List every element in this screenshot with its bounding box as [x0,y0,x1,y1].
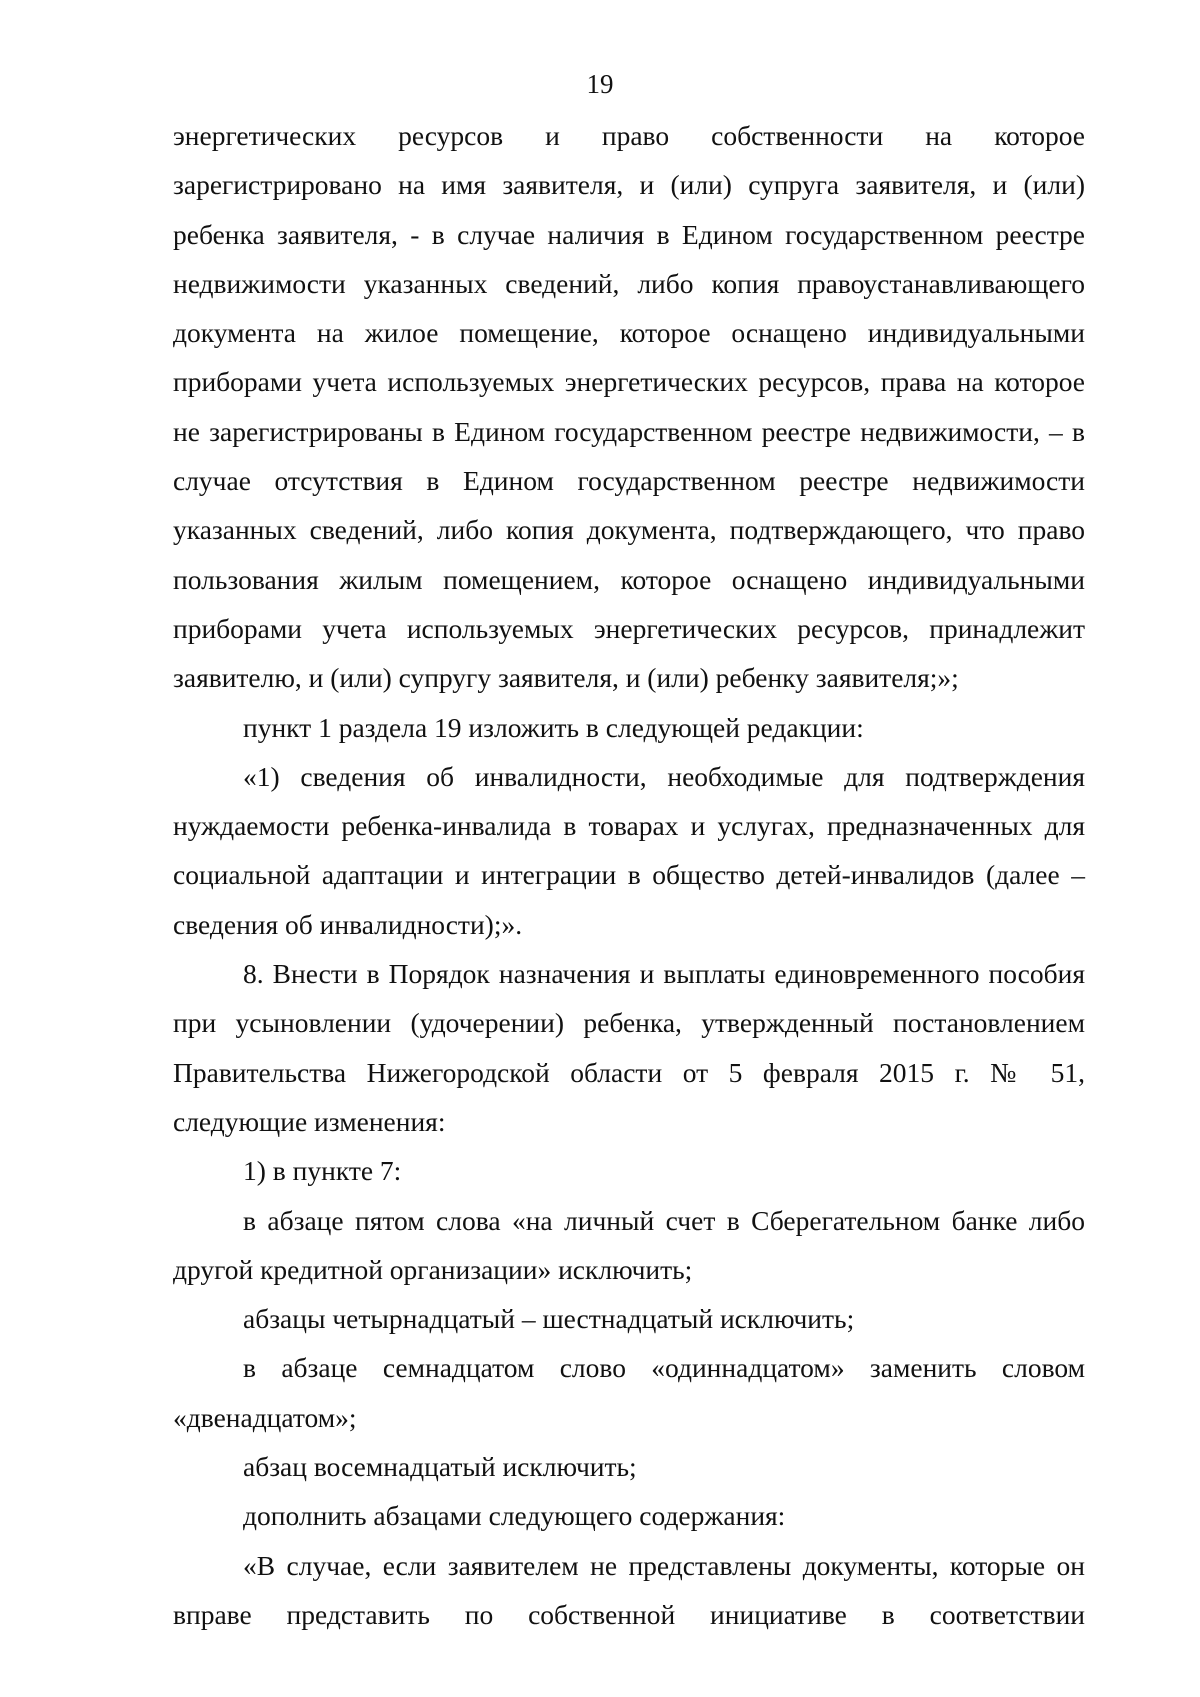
paragraph-continuation: энергетических ресурсов и право собственности на которое зарегистрировано на имя заявителя, и (или) супруга заявителя, и (или) ребенка заявителя, - в случае наличия в Едином государственном реестре недвижимости указанных сведений, либо копия правоустанавливающего документа на жилое помещение, которое оснащено индивидуальными приборами учета используемых энергетических ресурсов, права на которое не зарегистрированы в Едином государственном реестре недвижимости, – в случае отсутствия в Едином государственном реестре недвижимости указанных сведений, либо копия документа, подтверждающего, что право пользования жилым помещением, которое оснащено индивидуальными приборами учета используемых энергетических ресурсов, принадлежит заявителю, и (или) супругу заявителя, и (или) ребенку заявителя;»; [173,120,1085,694]
paragraph-item-8: 8. Внести в Порядок назначения и выплаты единовременного пособия при усыновлении (удочерении) ребенка, утвержденный постановлением Правительства Нижегородской области от 5 февраля 2015 г. № 51, следующие изменения: [173,958,1085,1137]
paragraph-quote-start: «В случае, если заявителем не представлены документы, которые он вправе представить по собственной инициативе в соответствии [173,1549,1085,1630]
paragraph-point-7: 1) в пункте 7: [243,1155,402,1187]
paragraph-eighteenth: абзац восемнадцатый исключить; [243,1451,637,1483]
page-number: 19 [586,69,614,99]
paragraph-section-19-amendment: пункт 1 раздела 19 изложить в следующей редакции: [243,711,864,743]
paragraph-fourteenth-sixteenth: абзацы четырнадцатый – шестнадцатый исключить; [243,1303,855,1335]
paragraph-supplement: дополнить абзацами следующего содержания: [243,1500,786,1532]
paragraph-seventeenth: в абзаце семнадцатом слово «одиннадцатом» заменить словом «двенадцатом»; [173,1352,1085,1433]
paragraph-fifth-abzac: в абзаце пятом слова «на личный счет в Сберегательном банке либо другой кредитной организации» исключить; [173,1204,1085,1285]
document-body [173,111,1085,1639]
paragraph-disability-info: «1) сведения об инвалидности, необходимые для подтверждения нуждаемости ребенка-инвалида в товарах и услугах, предназначенных для социальной адаптации и интеграции в общество детей-инвалидов (далее – сведения об инвалидности);». [173,760,1085,940]
